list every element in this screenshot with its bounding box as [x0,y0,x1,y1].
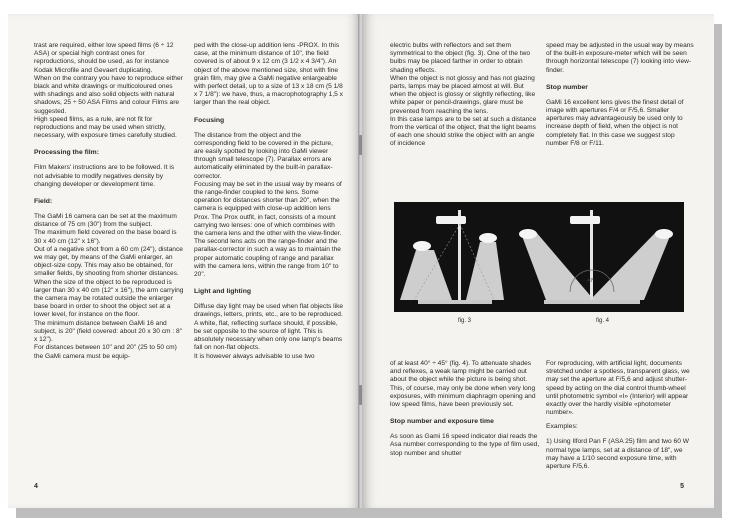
incidence-paragraph: of at least 40° ÷ 45° (fig. 4). To attenuate shades and reflexes, a weak lamp might be carried out about the object while the picture is being shot. This, of course, may only be done when very long exposures, with minimum diaphragm opening and low speed films, have been previously set. [390,360,536,409]
right-page-column-2-top [546,42,696,149]
fig4-right-light-beam [590,232,670,300]
fig3-base-board [418,300,492,304]
page-number-left: 4 [34,483,38,490]
focusing-heading: Focusing [194,116,225,124]
fig4-base-board [544,300,640,304]
processing-heading: Processing the film: [34,149,99,157]
stop-exposure-paragraph: As soon as Gami 16 speed indicator dial reads the Asa number corresponding to the type of film used, stop number and shutter [390,433,540,457]
left-page [8,14,360,508]
examples-heading: Examples: [546,423,578,431]
shutter-paragraph: speed may be adjusted in the usual way by means of the built-in exposure-meter which will be seen through horizontal telescope (7) looking into view-finder. [546,42,694,74]
left-page-column-2 [194,42,344,362]
fig4-right-lamp-icon [655,229,673,239]
field-paragraph: The GaMi 16 camera can be set at the maximum distance of 75 cm (30") from the subject. The maximum field covered on the base board is 30 x 40 cm (12" x 16"). Out of a negative shot from a 60 cm (24"), distance we may get, by means of the GaMi enlarger, an object-size copy. This may also be obtained, for smaller fields, by shooting from shorter distances. When the size of the object to be reproduced is larger than 30 x 40 cm (12" x 16"), the arm carrying the camera may be rotated outside the enlarger base board in order to shoot the object set at a lower level, for instance on the floor. The minimum distance between GaMi 16 and subject, is 20" (field covered: about 20 x 30 cm : 8" x 12"). For distances between 10" and 20" (25 to 50 cm) the GaMi camera must be equip- [34,213,184,360]
light-heading: Light and lighting [194,288,252,296]
stop-number-heading: Stop number [546,83,588,91]
fig4-angle-label: 40° [586,278,594,284]
fig3-left-light-beam [400,250,452,300]
fig3-illustration [400,210,504,304]
page-number-right: 5 [680,483,684,490]
lighting-continued-paragraph: electric bulbs with reflectors and set them symmetrical to the object (fig. 3). One of the two bulbs may be placed farther in order to obtain shading effects. When the object is not glossy and has not glazing parts, lamps may be placed almost at will. But when the object is glossy or slightly reflecting, like white paper or pencil-drawings, glare must be prevented from reaching the lens. In this case lamps are to be set at such a distance from the vertical of the object, that the light beams of each one should strike the object with an angle of incidence [390,42,537,148]
right-page-column-1-bottom [390,360,540,459]
fig4-left-light-beam [522,232,594,300]
focusing-paragraph: The distance from the object and the corresponding field to be covered in the picture, are easily spotted by looking into GaMi viewer through small telescope (7). Parallax errors are automatically eliminated by the built-in parallax-corrector. Focusing may be set in the usual way by means of the range-finder coupled to the lens. Some operation for distances shorter than 20", when the camera is equipped with close-up addition lens Prox. The Prox outfit, in fact, consists of a mount carrying two lenses: one of which combines with the camera lens and the other with the view-finder. The second lens acts on the range-finder and the parallax-corrector in such a way as to maintain the proper automatic coupling of range and parallax with the camera lens, within the range from 10" to 20". [194,131,342,279]
examples-paragraph: 1) Using Ilford Pan F (ASA 25) film and two 60 W normal type lamps, set at a distance of 18", we may have a 1/10 second exposure time, with aperture F/5,6. [546,438,689,471]
fig4-left-lamp-icon [519,229,537,239]
right-page [362,14,714,508]
fig4-caption: fig. 4 [596,318,610,324]
fig3-left-lamp-icon [413,241,431,251]
artificial-light-paragraph: For reproducing, with artificial light, documents stretched under a spotless, transparent glass, we may set the aperture at F/5,6 and adjust shutter-speed by acting on the dial control thumb-wheel until photometric symbol «I» (Interior) will appear exactly over the hardly visible «photometer number». [546,360,690,417]
right-page-column-1-top [390,42,540,150]
stop-number-paragraph: GaMi 16 excellent lens gives the finest detail of image with apertures F/4 or F/5,6. Smaller apertures may advantageously be used only to increase depth of field, when the object is not completely flat. In this case we suggest stop number F/8 or F/11. [546,98,684,147]
left-page-column-1 [34,42,184,362]
field-heading: Field: [34,198,53,206]
fig4-illustration [519,210,673,304]
light-paragraph: Diffuse day light may be used when flat objects like drawings, letters, prints, etc., are to be reproduced. A white, flat, reflecting surface should, if possible, be set opposite to the source of light. This is absolutely necessary when only one lamp's beams fall on non-flat objects. It is however always advisable to use two [194,303,344,360]
intro-paragraph: trast are required, either low speed films (6 ÷ 12 ASA) or special high contrast ones for reproductions, should be used, as for instance Kodak Microfile and Gevaert duplicating. When on the contrary you have to reproduce either black and white drawings or multicoloured ones with shadings and also solid objects with natural shadows, 25 ÷ 50 ASA Films and colour Films are suggested. High speed films, as a rule, are not fit for reproductions and may be used when strictly, necessary, with exposure times carefully studied. [34,42,183,140]
lighting-figures [394,202,684,312]
fig3-caption: fig. 3 [458,318,472,324]
stop-exposure-heading: Stop number and exposure time [390,418,494,426]
fig3-camera-icon [436,216,466,224]
right-page-column-2-bottom [546,360,696,472]
fig3-right-lamp-icon [479,233,497,243]
processing-paragraph: Film Makers' instructions are to be followed. It is not advisable to modify negatives density by changing developer or development time. [34,164,175,188]
lighting-diagram [394,202,684,312]
prox-paragraph: ped with the close-up addition lens -PROX. In this case, at the minimum distance of 10", the field covered is of about 9 x 12 cm (3 1/2 x 4 3/4"). An object of the above mentioned size, shot with fine grain film, may give a GaMi negative enlargeable with perfect detail, up to a size of 13 x 18 cm (5 1/8 x 7 1/8"): we have, thus, a macrophotography 1,5 x larger than the real object. [194,42,343,107]
fig4-camera-icon [570,216,600,224]
